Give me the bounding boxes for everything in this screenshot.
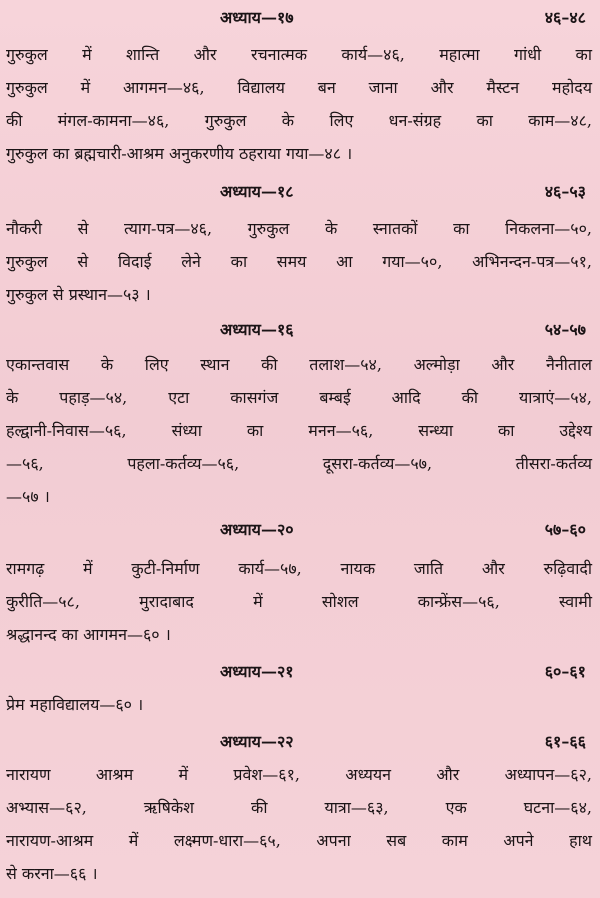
chapter-heading (0, 518, 600, 542)
chapter-title: अध्याय—२१ (220, 662, 294, 681)
summary-line: नारायण आश्रम में प्रवेश—६१, अध्ययन और अध्यापन—६२, (6, 765, 592, 784)
chapter-title: अध्याय—२० (220, 520, 294, 539)
chapter-heading (0, 6, 600, 30)
chapter-summary (6, 758, 592, 890)
summary-line: गुरुकुल से प्रस्थान—५३ । (6, 285, 151, 304)
chapter-page-range: ४६–४८ (544, 8, 586, 27)
chapter-title: अध्याय—१६ (220, 320, 294, 339)
summary-line: —५७ । (6, 487, 50, 506)
chapter-heading (0, 730, 600, 754)
summary-line: के पहाड़—५४, एटा कासगंज बम्बई आदि की यात्राएं—५४, (6, 388, 592, 407)
summary-line: श्रद्धानन्द का आगमन—६० । (6, 625, 171, 644)
summary-line: एकान्तवास के लिए स्थान की तलाश—५४, अल्मोड़ा और नैनीताल (6, 355, 592, 374)
summary-line: प्रेम महाविद्यालय—६० । (6, 695, 144, 714)
chapter-page-range: ६१–६६ (544, 732, 586, 751)
chapter-title: अध्याय—२२ (220, 732, 294, 751)
chapter-page-range: ६०–६१ (544, 662, 586, 681)
chapter-title: अध्याय—१७ (220, 8, 294, 27)
summary-line: गुरुकुल से विदाई लेने का समय आ गया—५०, अभिनन्दन-पत्र—५१, (6, 252, 592, 271)
summary-line: नौकरी से त्याग-पत्र—४६, गुरुकुल के स्नातकों का निकलना—५०, (6, 219, 592, 238)
chapter-summary (6, 212, 592, 311)
summary-line: की मंगल-कामना—४६, गुरुकुल के लिए धन-संग्रह का काम—४८, (6, 111, 592, 130)
chapter-summary (6, 552, 592, 651)
chapter-heading (0, 660, 600, 684)
summary-line: रामगढ़ में कुटी-निर्माण कार्य—५७, नायक जाति और रुढ़िवादी (6, 559, 592, 578)
summary-line: —५६, पहला-कर्तव्य—५६, दूसरा-कर्तव्य—५७, तीसरा-कर्तव्य (6, 454, 592, 473)
summary-line: से करना—६६ । (6, 864, 98, 883)
chapter-page-range: ४६–५३ (544, 182, 586, 201)
summary-line: गुरुकुल का ब्रह्मचारी-आश्रम अनुकरणीय ठहराया गया—४८ । (6, 144, 353, 163)
summary-line: गुरुकुल में आगमन—४६, विद्यालय बन जाना और मैस्टन महोदय (6, 78, 592, 97)
summary-line: नारायण-आश्रम में लक्ष्मण-धारा—६५, अपना सब काम अपने हाथ (6, 831, 592, 850)
summary-line: गुरुकुल में शान्ति और रचनात्मक कार्य—४६, महात्मा गांधी का (6, 45, 592, 64)
chapter-summary (6, 348, 592, 513)
chapter-summary (6, 688, 592, 721)
chapter-title: अध्याय—१८ (220, 182, 294, 201)
chapter-summary (6, 38, 592, 170)
summary-line: कुरीति—५८, मुरादाबाद में सोशल कान्फ्रेंस—५६, स्वामी (6, 592, 592, 611)
summary-line: हल्द्वानी-निवास—५६, संध्या का मनन—५६, सन्ध्या का उद्देश्य (6, 421, 592, 440)
chapter-page-range: ५७–६० (544, 520, 586, 539)
chapter-page-range: ५४–५७ (544, 320, 586, 339)
chapter-heading (0, 318, 600, 342)
chapter-heading (0, 180, 600, 204)
summary-line: अभ्यास—६२, ऋषिकेश की यात्रा—६३, एक घटना—६४, (6, 798, 592, 817)
